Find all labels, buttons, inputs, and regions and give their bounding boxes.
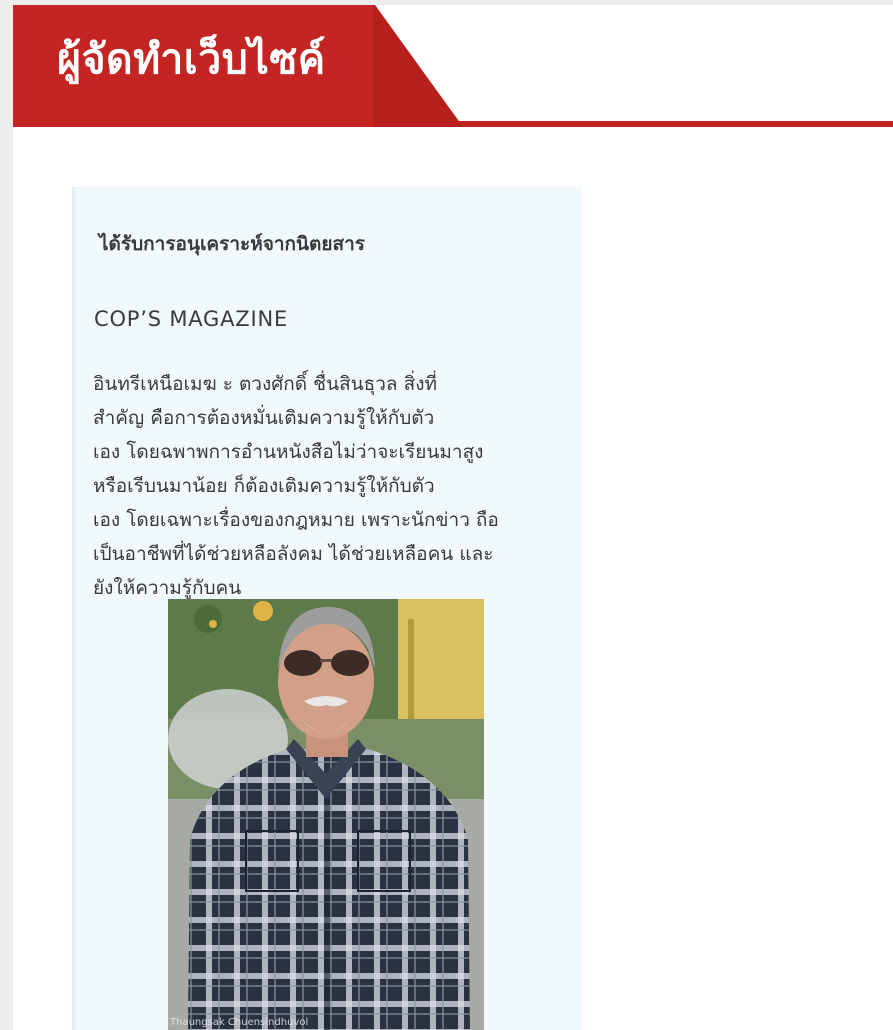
- card-body-text: [93, 367, 568, 605]
- body-line: อินทรีเหนือเมฆ ะ ตวงศักดิ์ ชื่นสินธุวล สิ่งที่: [93, 373, 437, 395]
- body-line: หรือเรีบนมาน้อย ก็ต้องเติมความรู้ให้กับตัว: [93, 475, 435, 497]
- body-line: เอง โดยฉพาพการอำนหนังสือไม่ว่าจะเรียนมาสูง: [93, 441, 484, 463]
- photo-caption: Thaungsak Chuensindhuvol: [170, 1017, 309, 1028]
- portrait-illustration: [168, 599, 484, 1030]
- body-line: ยังให้ความรู้กับคน: [93, 577, 242, 599]
- page-title: ผู้จัดทำเว็บไซค์: [57, 35, 326, 83]
- page-header: [13, 5, 893, 127]
- portrait-photo: [168, 599, 484, 1030]
- header-tab-shade: [373, 5, 463, 127]
- body-line: สำคัญ คือการต้องหมั่นเติมความรู้ให้กับตัว: [93, 407, 435, 429]
- body-line: เอง โดยเฉพาะเรื่องของกฎหมาย เพราะนักข่าว ถือ: [93, 509, 499, 531]
- page: [13, 5, 893, 1030]
- info-card: [72, 187, 581, 1030]
- body-line: เป็นอาชีพที่ได้ช่วยหลือลังคม ได้ช่วยเหลือคน และ: [93, 543, 494, 565]
- magazine-name: COP’S MAGAZINE: [94, 307, 289, 331]
- card-heading: ได้รับการอนุเคราะห์จากนิตยสาร: [99, 233, 365, 255]
